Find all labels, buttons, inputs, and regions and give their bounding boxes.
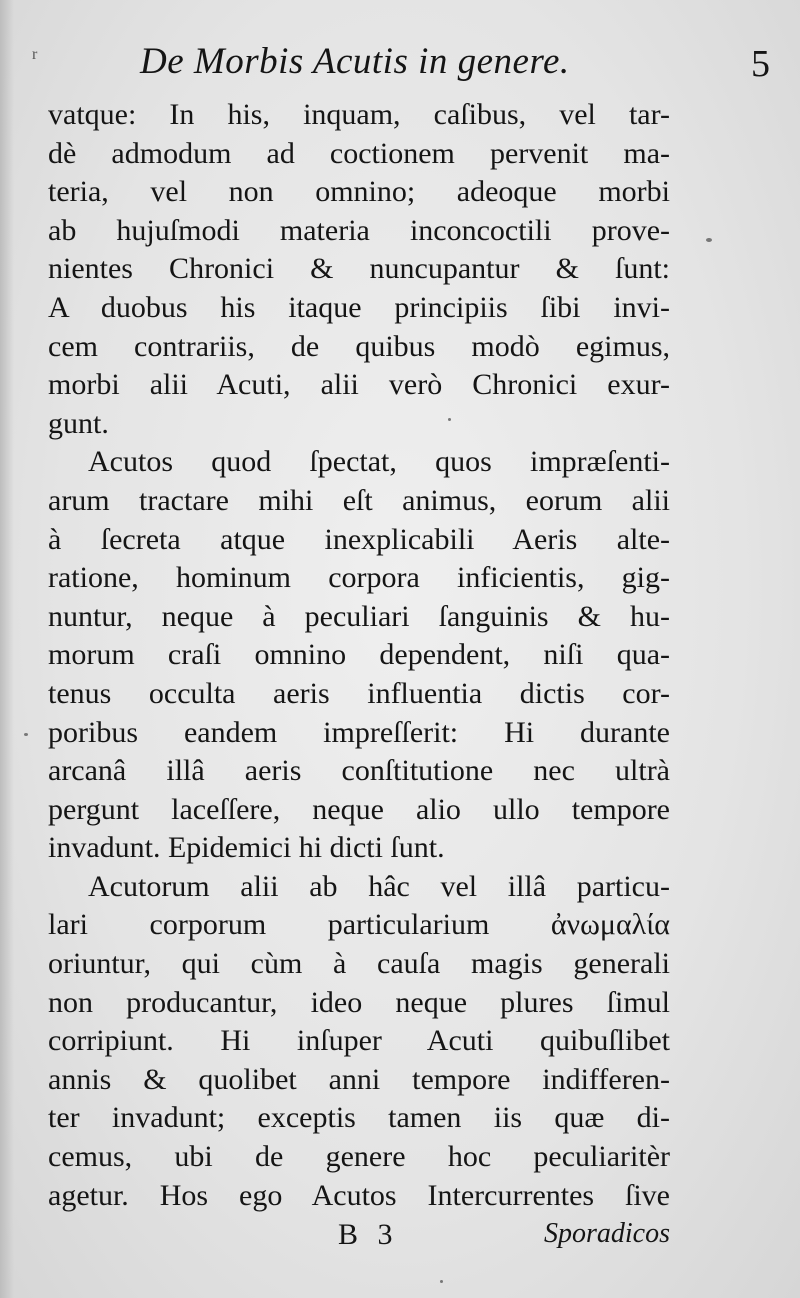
- text-line: oriuntur, qui cùm à cauſa magis generali: [48, 947, 670, 981]
- paragraph-start-line: Acutos quod ſpectat, quos impræſenti-: [88, 445, 670, 479]
- text-line: cem contrariis, de quibus modò egimus,: [48, 329, 670, 363]
- text-line: gunt.: [48, 406, 109, 440]
- ink-speck: [706, 238, 712, 242]
- text-line: ratione, hominum corpora inficientis, gig-: [48, 561, 670, 595]
- margin-mark: r: [32, 46, 38, 63]
- text-line: ab hujuſmodi materia inconcoctili prove-: [48, 213, 670, 247]
- text-line: à ſecreta atque inexplicabili Aeris alte-: [48, 522, 670, 556]
- page-gutter-shadow: [0, 0, 14, 1298]
- text-line: A duobus his itaque principiis ſibi invi-: [48, 290, 670, 324]
- text-line: teria, vel non omnino; adeoque morbi: [48, 175, 670, 209]
- text-line: morum craſi omnino dependent, niſi qua-: [48, 638, 670, 672]
- text-line: corripiunt. Hi inſuper Acuti quibuſlibet: [48, 1024, 670, 1058]
- text-line: arum tractare mihi eſt animus, eorum alii: [48, 483, 670, 517]
- body-text: [48, 96, 670, 1215]
- page-header: [32, 40, 770, 90]
- text-line: pergunt laceſſere, neque alio ullo tempore: [48, 792, 670, 826]
- text-line: invadunt. Epidemici hi dicti ſunt.: [48, 831, 445, 865]
- page-footer: [48, 1218, 670, 1254]
- ink-speck: [440, 1280, 443, 1283]
- text-line: tenus occulta aeris influentia dictis cor-: [48, 676, 670, 710]
- text-line: nuntur, neque à peculiari ſanguinis & hu-: [48, 599, 670, 633]
- text-line: poribus eandem impreſſerit: Hi durante: [48, 715, 670, 749]
- text-line: annis & quolibet anni tempore indifferen-: [48, 1062, 670, 1096]
- text-line: morbi alii Acuti, alii verò Chronici exur-: [48, 368, 670, 402]
- text-line: agetur. Hos ego Acutos Intercurrentes ſive: [48, 1178, 670, 1212]
- text-line: cemus, ubi de genere hoc peculiaritèr: [48, 1140, 670, 1174]
- text-line: vatque: In his, inquam, caſibus, vel tar-: [48, 98, 670, 131]
- text-line: dè admodum ad coctionem pervenit ma-: [48, 136, 670, 170]
- text-line: lari corporum particularium ἀνωμαλία: [48, 908, 670, 942]
- running-head: De Morbis Acutis in genere.: [140, 41, 570, 82]
- paragraph-start-line: Acutorum alii ab hâc vel illâ particu-: [88, 869, 670, 903]
- text-line: arcanâ illâ aeris conſtitutione nec ultrà: [48, 754, 670, 788]
- ink-speck: [448, 418, 451, 421]
- ink-speck: [24, 733, 28, 736]
- signature-mark: B 3: [338, 1218, 399, 1251]
- page-number: 5: [751, 43, 770, 85]
- text-line: ter invadunt; exceptis tamen iis quæ di-: [48, 1101, 670, 1135]
- text-line: non producantur, ideo neque plures ſimul: [48, 985, 670, 1019]
- catchword: Sporadicos: [544, 1218, 670, 1249]
- text-line: nientes Chronici & nuncupantur & ſunt:: [48, 252, 670, 286]
